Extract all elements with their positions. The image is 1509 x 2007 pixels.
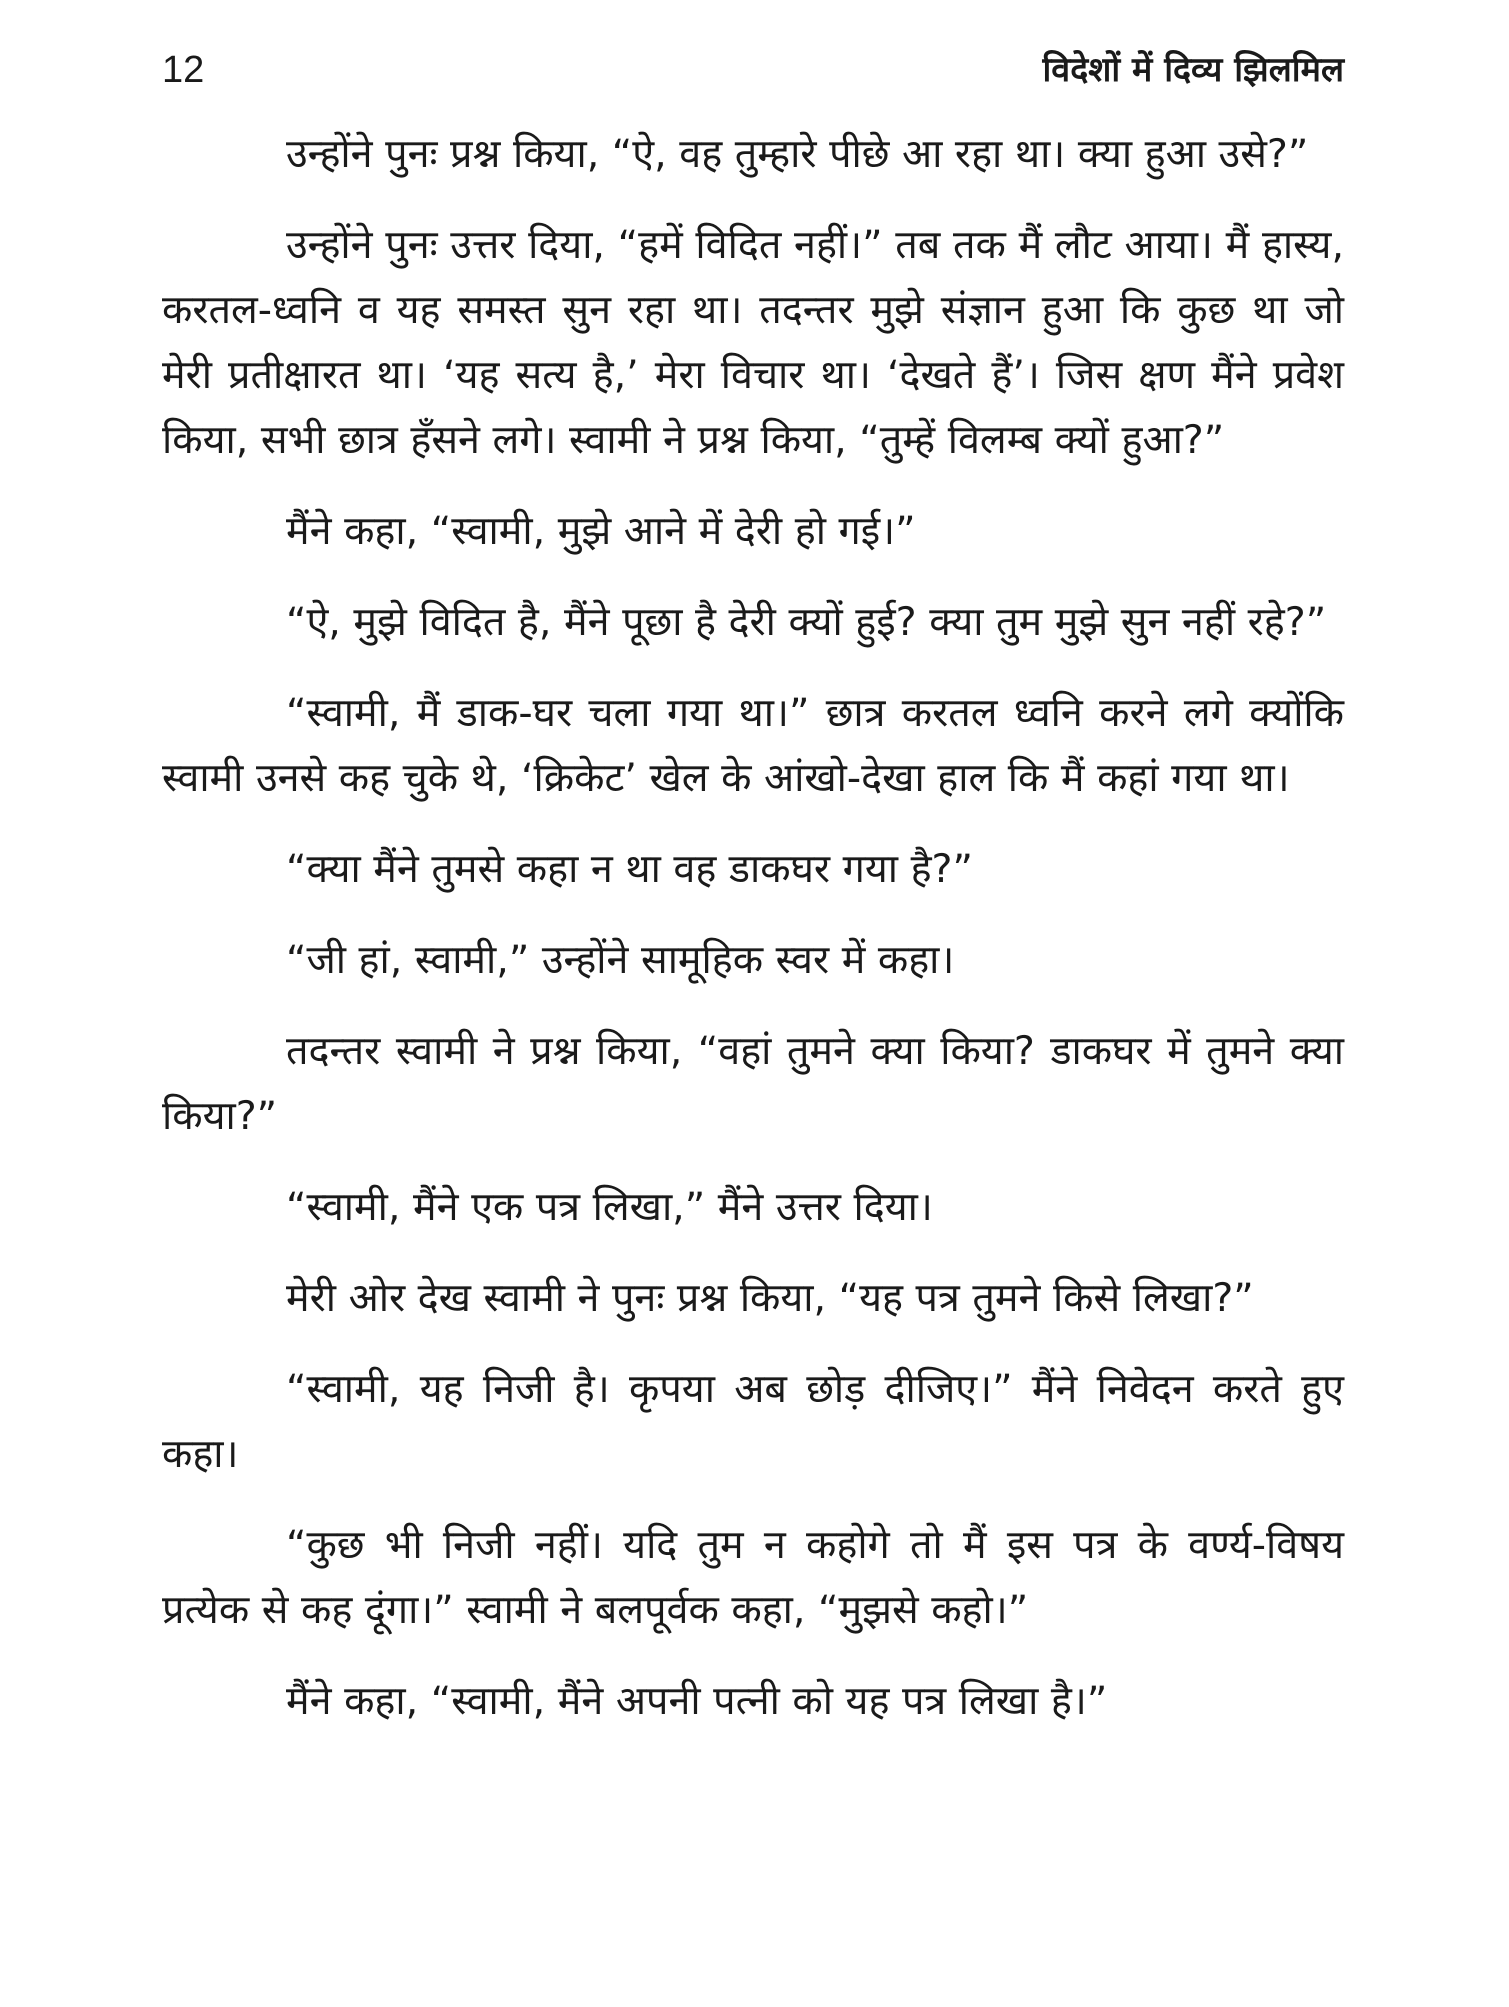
page-number: 12 bbox=[162, 49, 205, 91]
paragraph: मैंने कहा, “स्वामी, मैंने अपनी पत्नी को यह पत्र लिखा है।” bbox=[286, 1678, 1108, 1724]
paragraph: मेरी ओर देख स्वामी ने पुनः प्रश्न किया, “यह पत्र तुमने किसे लिखा?” bbox=[286, 1275, 1254, 1321]
paragraph: मैंने कहा, “स्वामी, मुझे आने में देरी हो गई।” bbox=[286, 508, 916, 554]
body-text bbox=[162, 122, 1344, 1760]
paragraph: तदन्तर स्वामी ने प्रश्न किया, “वहां तुमने क्या किया? डाकघर में तुमने क्या किया?” bbox=[162, 1028, 1344, 1139]
paragraph: “क्या मैंने तुमसे कहा न था वह डाकघर गया है?” bbox=[286, 846, 973, 892]
paragraph: “जी हां, स्वामी,” उन्होंने सामूहिक स्वर में कहा। bbox=[286, 937, 955, 983]
paragraph: “कुछ भी निजी नहीं। यदि तुम न कहोगे तो मैं इस पत्र के वर्ण्य-विषय प्रत्येक से कह दूंगा।” स्वामी ने बलपूर्वक कहा, “मुझसे कहो।” bbox=[162, 1522, 1344, 1633]
running-title: विदेशों में दिव्य झिलमिल bbox=[1042, 50, 1344, 90]
paragraph: “ऐ, मुझे विदित है, मैंने पूछा है देरी क्यों हुई? क्या तुम मुझे सुन नहीं रहे?” bbox=[286, 599, 1327, 645]
paragraph: “स्वामी, मैंने एक पत्र लिखा,” मैंने उत्तर दिया। bbox=[286, 1184, 933, 1230]
paragraph: “स्वामी, यह निजी है। कृपया अब छोड़ दीजिए।” मैंने निवेदन करते हुए कहा। bbox=[162, 1366, 1344, 1477]
paragraph: उन्होंने पुनः उत्तर दिया, “हमें विदित नहीं।” तब तक मैं लौट आया। मैं हास्य, करतल-ध्वनि व यह समस्त सुन रहा था। तदन्तर मुझे संज्ञान हुआ कि कुछ था जो मेरी प्रतीक्षारत था। ‘यह सत्य है,’ मेरा विचार था। ‘देखते हैं’। जिस क्षण मैंने प्रवेश किया, सभी छात्र हँसने लगे। स्वामी ने प्रश्न किया, “तुम्हें विलम्ब क्यों हुआ?” bbox=[162, 222, 1344, 463]
page-header bbox=[162, 40, 1344, 100]
paragraph: “स्वामी, मैं डाक-घर चला गया था।” छात्र करतल ध्वनि करने लगे क्योंकि स्वामी उनसे कह चुके थे, ‘क्रिकेट’ खेल के आंखो-देखा हाल कि मैं कहां गया था। bbox=[162, 690, 1344, 801]
paragraph: उन्होंने पुनः प्रश्न किया, “ऐ, वह तुम्हारे पीछे आ रहा था। क्या हुआ उसे?” bbox=[286, 131, 1309, 177]
